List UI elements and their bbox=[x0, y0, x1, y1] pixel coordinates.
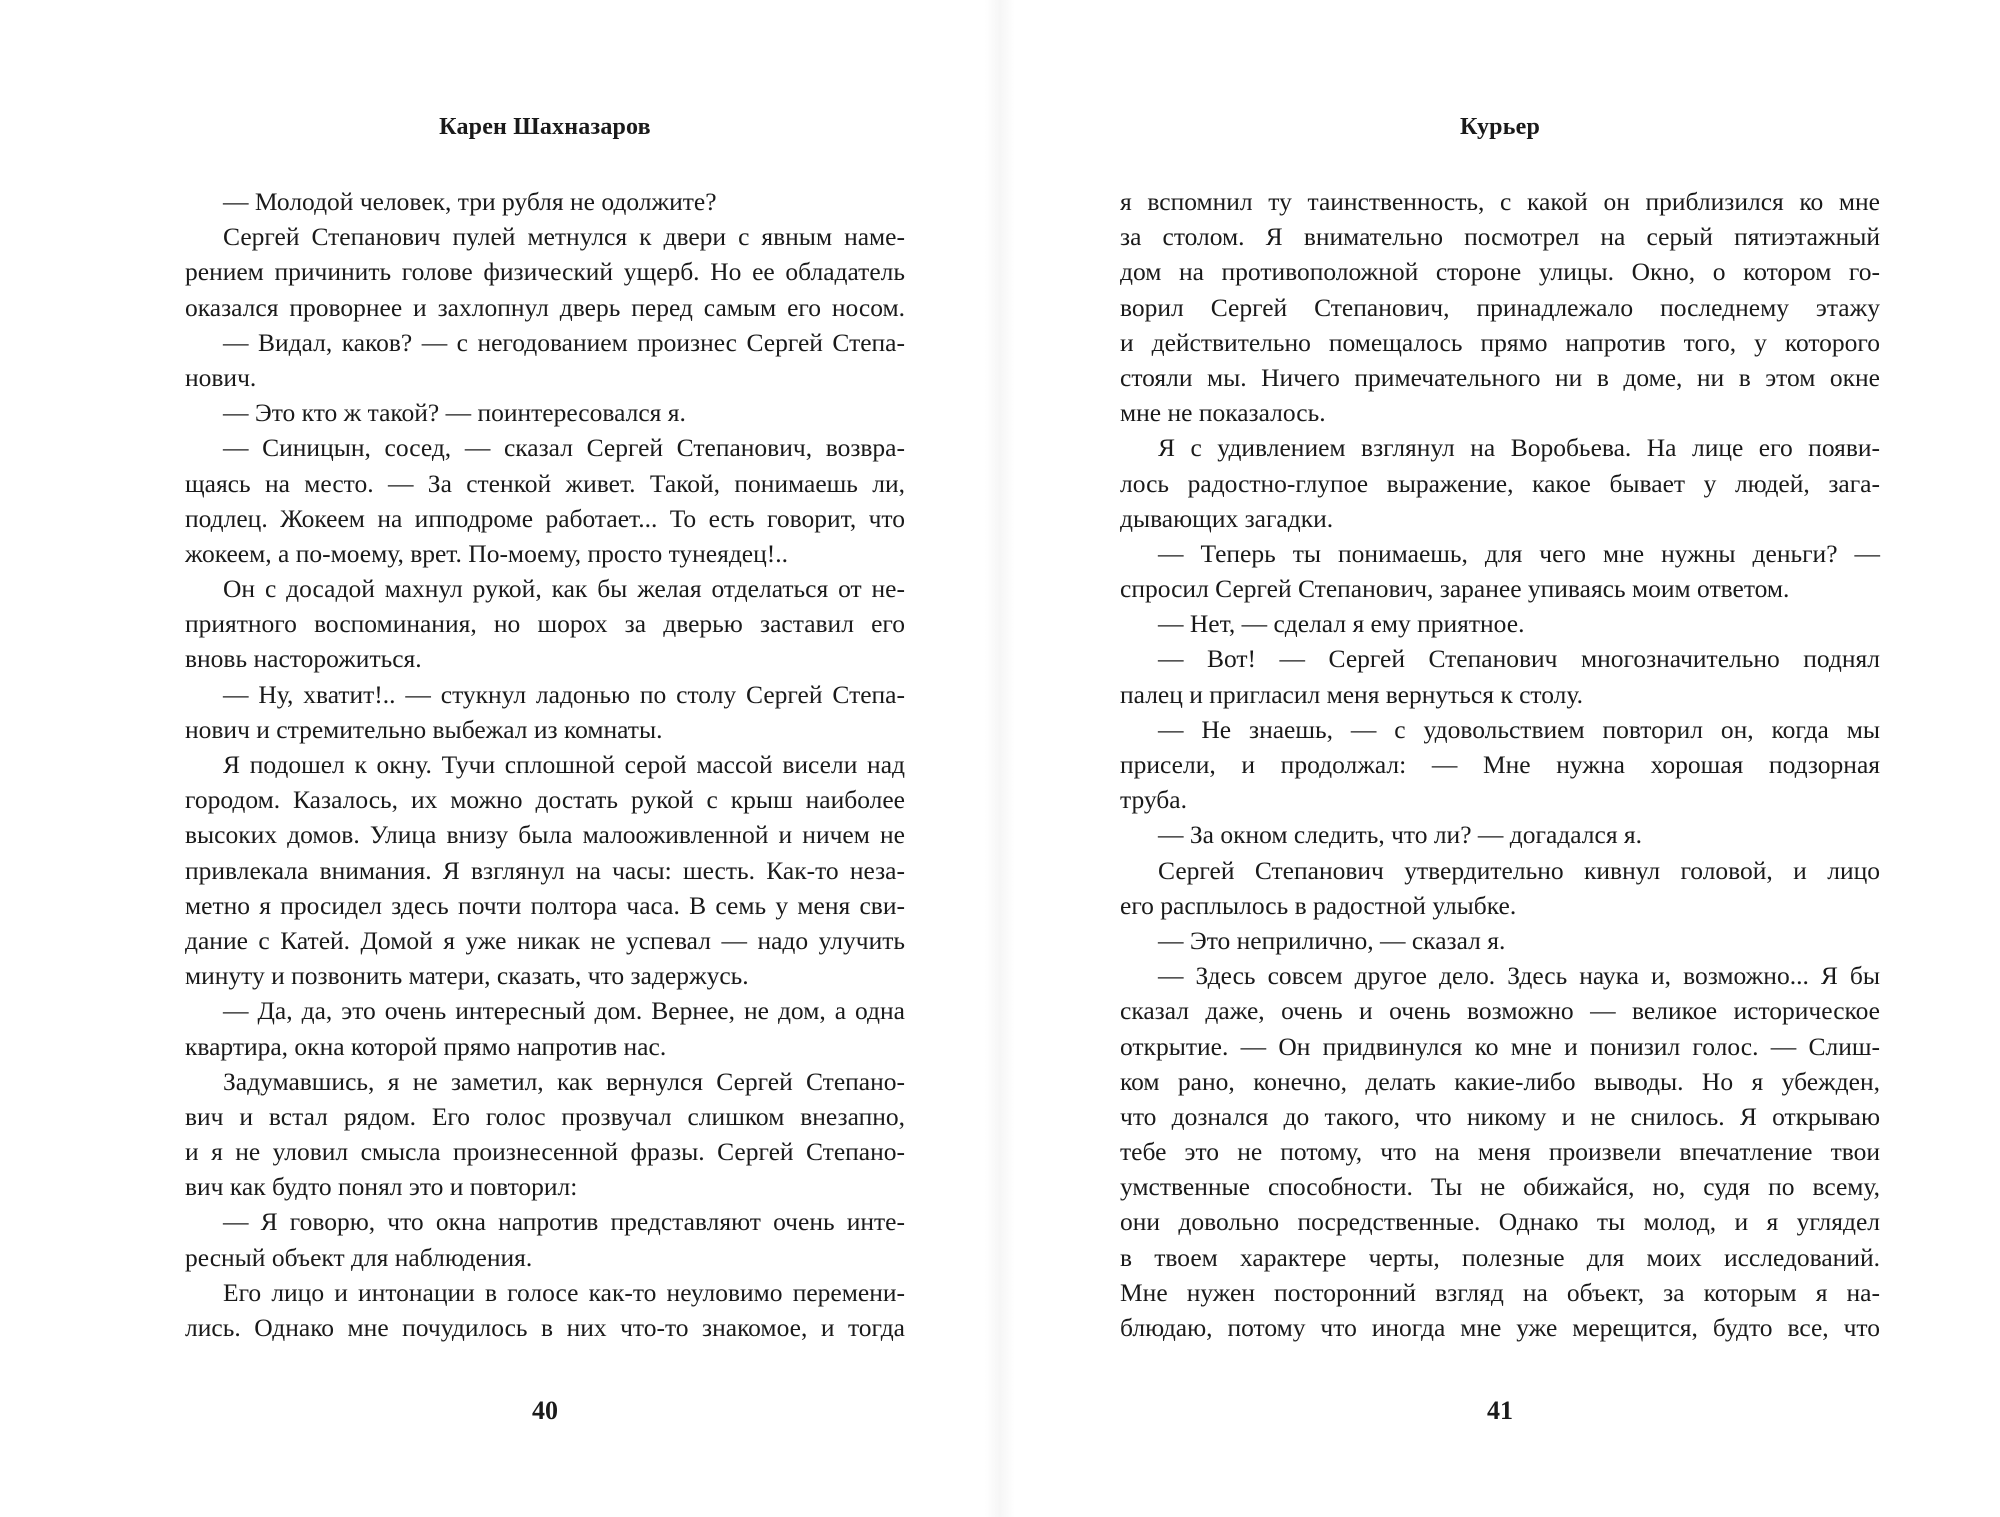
right-page-text bbox=[1120, 184, 1880, 1345]
text-line: — Нет, — сделал я ему приятное. bbox=[1158, 609, 1525, 639]
text-line: Его лицо и интонации в голосе как-то неуловимо перемени- bbox=[223, 1277, 905, 1307]
text-line: и я не уловил смысла произнесенной фразы. Сергей Степано- bbox=[185, 1137, 905, 1167]
left-running-header: Карен Шахназаров bbox=[439, 114, 651, 140]
text-line: они довольно посредственные. Однако ты молод, и я углядел bbox=[1120, 1207, 1880, 1237]
text-line: присели, и продолжал: — Мне нужна хорошая подзорная bbox=[1120, 750, 1880, 779]
text-line: Сергей Степанович пулей метнулся к двери с явным наме- bbox=[223, 222, 905, 252]
text-line: оказался проворнее и захлопнул дверь перед самым его носом. bbox=[185, 292, 905, 322]
text-line: вич как будто понял это и повторил: bbox=[185, 1172, 578, 1202]
text-line: вич и встал рядом. Его голос прозвучал слишком внезапно, bbox=[185, 1101, 905, 1131]
text-line: Я подошел к окну. Тучи сплошной серой массой висели над bbox=[223, 750, 905, 779]
text-line: ком рано, конечно, делать какие-либо выводы. Но я убежден, bbox=[1120, 1066, 1880, 1096]
text-line: — Да, да, это очень интересный дом. Вернее, не дом, а одна bbox=[223, 996, 905, 1026]
text-line: в твоем характере черты, полезные для моих исследований. bbox=[1120, 1242, 1880, 1272]
text-line: труба. bbox=[1120, 785, 1187, 815]
text-line: — Это кто ж такой? — поинтересовался я. bbox=[223, 398, 686, 428]
text-line: спросил Сергей Степанович, заранее упиваясь моим ответом. bbox=[1120, 574, 1790, 604]
text-line: Сергей Степанович утвердительно кивнул головой, и лицо bbox=[1158, 855, 1880, 885]
text-line: палец и пригласил меня вернуться к столу. bbox=[1120, 679, 1583, 709]
text-line: сказал даже, очень и очень возможно — великое историческое bbox=[1120, 996, 1880, 1026]
text-line: лись. Однако мне почудилось в них что-то знакомое, и тогда bbox=[185, 1313, 905, 1342]
text-line: стояли мы. Ничего примечательного ни в доме, ни в этом окне bbox=[1120, 362, 1880, 392]
text-line: квартира, окна которой прямо напротив нас. bbox=[185, 1031, 667, 1061]
text-line: блюдаю, потому что иногда мне уже мерещится, будто все, что bbox=[1120, 1313, 1880, 1342]
text-line: — Я говорю, что окна напротив представляют очень инте- bbox=[223, 1207, 905, 1237]
right-page bbox=[1120, 0, 1880, 1517]
text-line: дом на противоположной стороне улицы. Окно, о котором го- bbox=[1120, 257, 1880, 287]
text-line: Мне нужен посторонний взгляд на объект, за которым я на- bbox=[1120, 1277, 1880, 1307]
text-line: что дознался до такого, что никому и не снилось. Я открываю bbox=[1120, 1101, 1880, 1131]
text-line: — Синицын, сосед, — сказал Сергей Степанович, возвра- bbox=[223, 433, 905, 463]
text-line: нович и стремительно выбежал из комнаты. bbox=[185, 714, 663, 744]
text-line: — Теперь ты понимаешь, для чего мне нужны деньги? — bbox=[1158, 538, 1880, 568]
book-gutter bbox=[985, 0, 1015, 1517]
text-line: — Молодой человек, три рубля не одолжите? bbox=[223, 187, 717, 216]
text-line: ворил Сергей Степанович, принадлежало последнему этажу bbox=[1120, 292, 1880, 322]
left-page-number: 40 bbox=[532, 1396, 558, 1425]
text-line: минуту и позвонить матери, сказать, что задержусь. bbox=[185, 961, 749, 991]
text-line: — Здесь совсем другое дело. Здесь наука и, возможно... Я бы bbox=[1158, 961, 1880, 991]
text-line: открытие. — Он придвинулся ко мне и понизил голос. — Слиш- bbox=[1120, 1031, 1880, 1061]
text-line: за столом. Я внимательно посмотрел на серый пятиэтажный bbox=[1120, 222, 1880, 252]
text-line: Я с удивлением взглянул на Воробьева. На лице его появи- bbox=[1158, 433, 1880, 463]
text-line: его расплылось в радостной улыбке. bbox=[1120, 890, 1517, 920]
text-line: Задумавшись, я не заметил, как вернулся Сергей Степано- bbox=[223, 1066, 905, 1096]
text-line: ресный объект для наблюдения. bbox=[185, 1242, 533, 1272]
text-line: рением причинить голове физический ущерб. Но ее обладатель bbox=[185, 257, 905, 287]
text-line: лось радостно-глупое выражение, какое бывает у людей, зага- bbox=[1120, 468, 1880, 498]
text-line: и действительно помещалось прямо напротив того, у которого bbox=[1120, 327, 1880, 357]
text-line: приятного воспоминания, но шорох за дверью заставил его bbox=[185, 609, 905, 639]
text-line: вновь насторожиться. bbox=[185, 644, 422, 674]
text-line: жокеем, а по-моему, врет. По-моему, просто тунеядец!.. bbox=[185, 538, 788, 568]
text-line: мне не показалось. bbox=[1120, 398, 1326, 428]
text-line: дывающих загадки. bbox=[1120, 503, 1334, 533]
text-line: нович. bbox=[185, 362, 257, 392]
text-line: — Вот! — Сергей Степанович многозначительно поднял bbox=[1158, 644, 1880, 674]
right-page-number: 41 bbox=[1487, 1396, 1513, 1425]
text-line: умственные способности. Ты не обижайся, но, судя по всему, bbox=[1120, 1172, 1880, 1202]
text-line: тебе это не потому, что на меня произвели впечатление твои bbox=[1120, 1137, 1880, 1167]
text-line: — Ну, хватит!.. — стукнул ладонью по столу Сергей Степа- bbox=[223, 679, 905, 709]
text-line: высоких домов. Улица внизу была малооживленной и ничем не bbox=[185, 820, 905, 850]
text-line: — Видал, каков? — с негодованием произнес Сергей Степа- bbox=[223, 327, 905, 357]
text-line: метно я просидел здесь почти полтора часа. В семь у меня сви- bbox=[185, 890, 905, 920]
text-line: Он с досадой махнул рукой, как бы желая отделаться от не- bbox=[223, 574, 905, 604]
text-line: щаясь на место. — За стенкой живет. Такой, понимаешь ли, bbox=[185, 468, 905, 498]
left-page bbox=[185, 0, 905, 1517]
text-line: — Не знаешь, — с удовольствием повторил он, когда мы bbox=[1158, 714, 1880, 744]
left-page-text bbox=[185, 184, 905, 1345]
text-line: городом. Казалось, их можно достать рукой с крыш наиболее bbox=[185, 785, 905, 815]
text-line: дание с Катей. Домой я уже никак не успевал — надо улучить bbox=[185, 925, 905, 955]
text-line: привлекала внимания. Я взглянул на часы: шесть. Как-то неза- bbox=[185, 855, 905, 885]
text-line: — Это неприлично, — сказал я. bbox=[1158, 925, 1506, 955]
text-line: я вспомнил ту таинственность, с какой он приблизился ко мне bbox=[1120, 187, 1880, 216]
right-running-header: Курьер bbox=[1459, 114, 1541, 140]
text-line: подлец. Жокеем на ипподроме работает... То есть говорит, что bbox=[185, 503, 905, 533]
text-line: — За окном следить, что ли? — догадался я. bbox=[1158, 820, 1643, 850]
